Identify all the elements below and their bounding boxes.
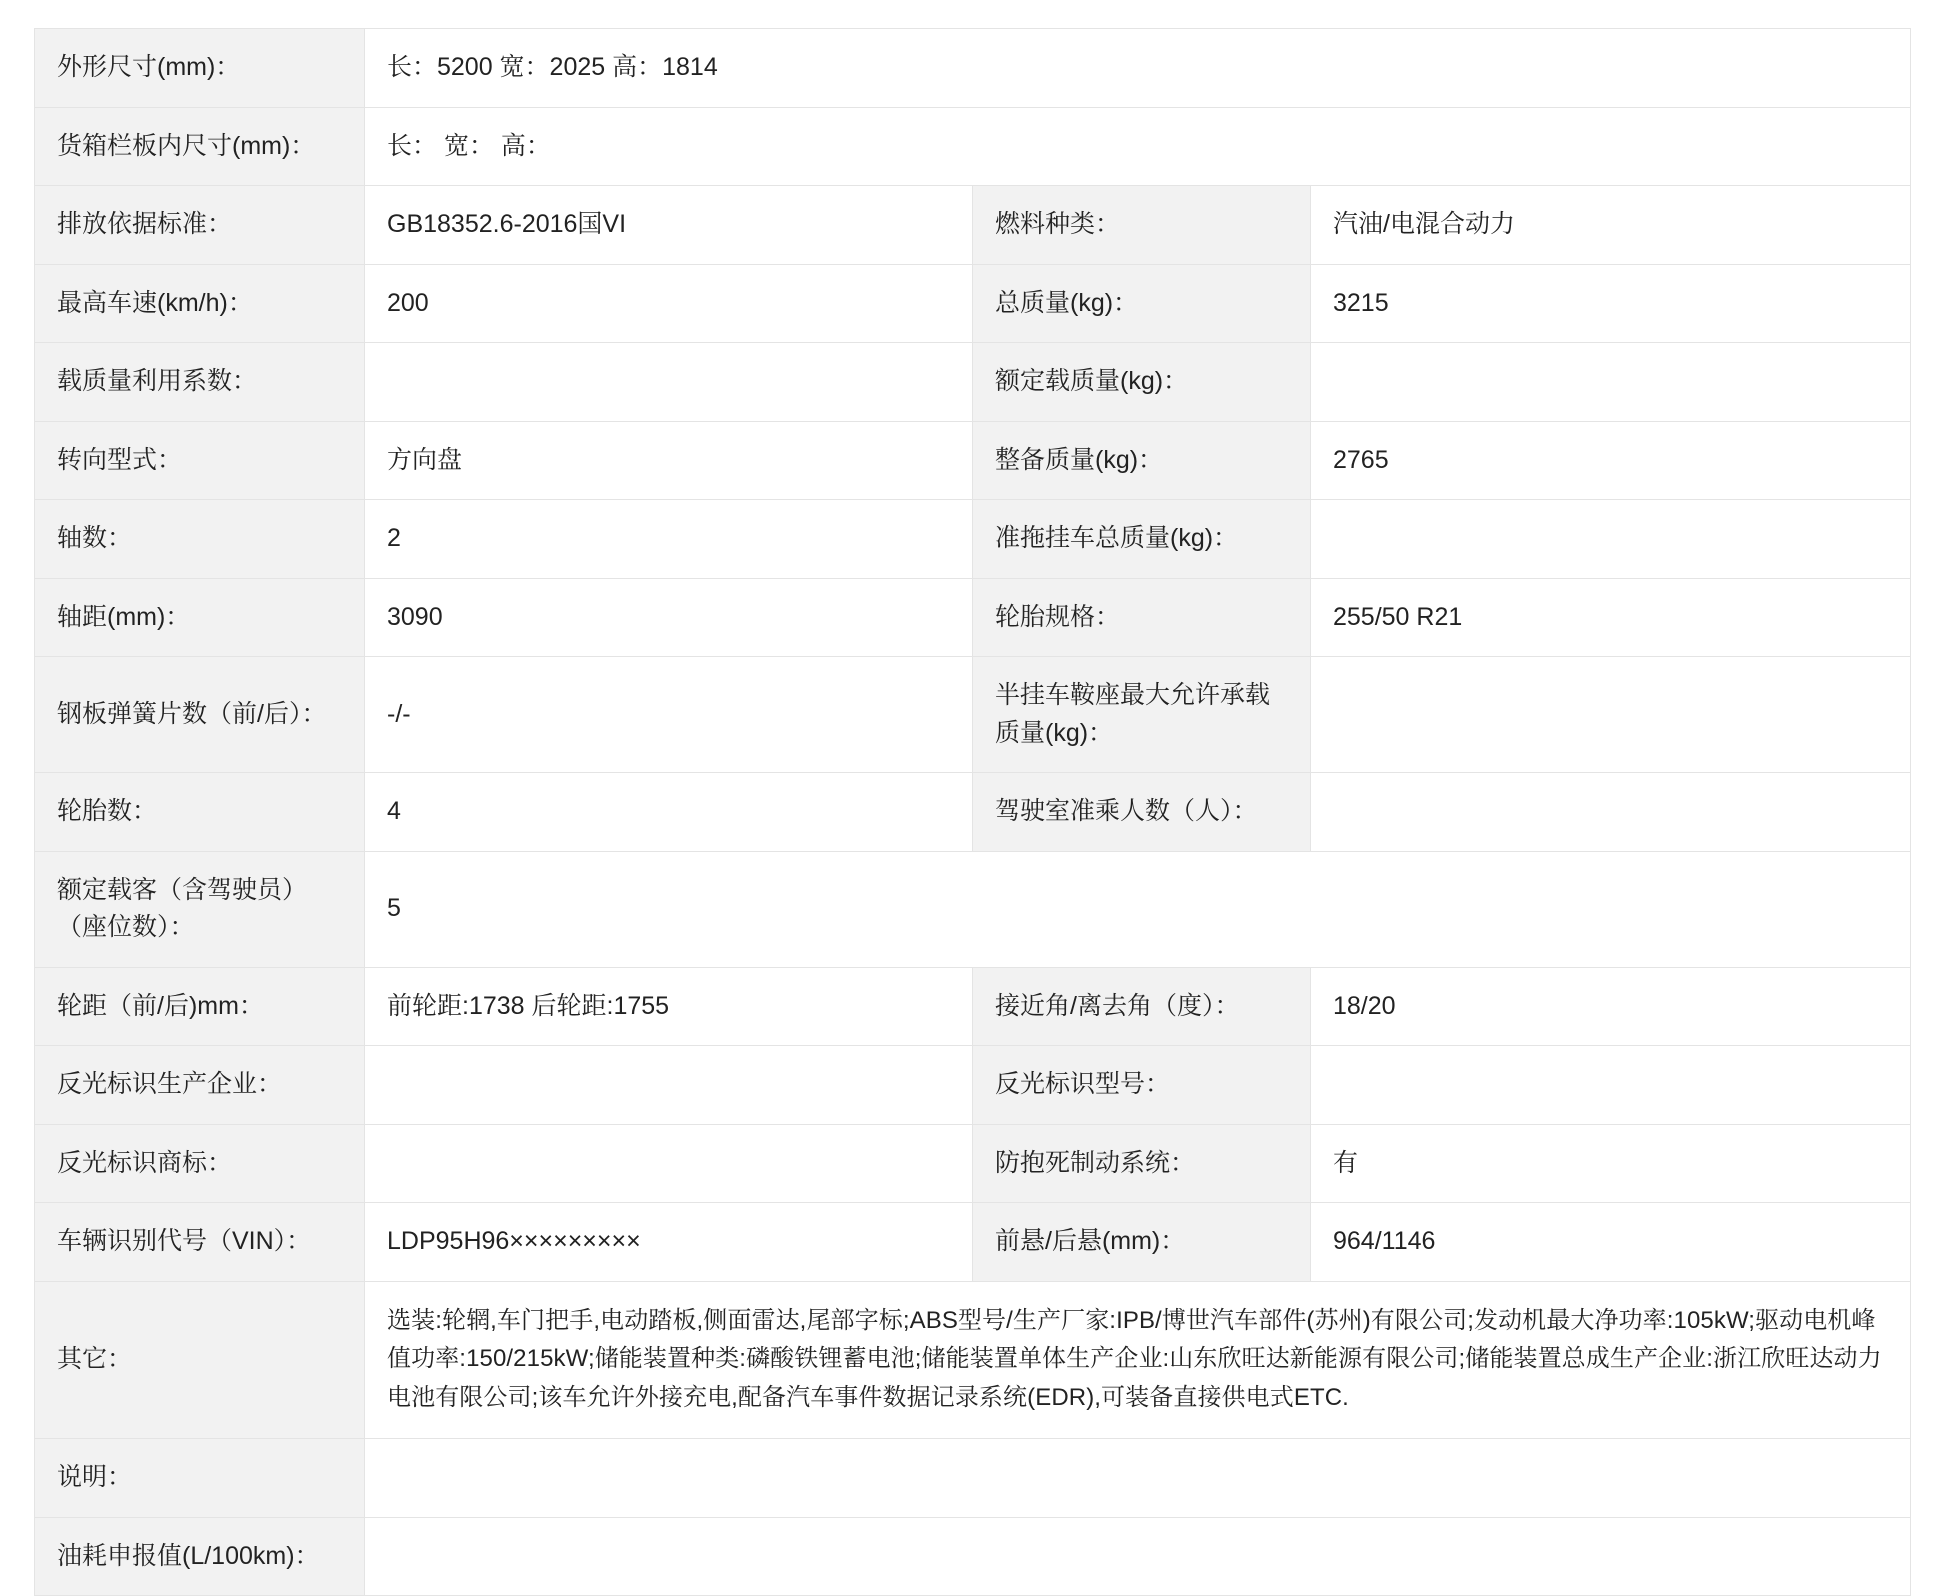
row-value-left: 方向盘 bbox=[365, 421, 973, 500]
row-value-left: LDP95H96××××××××× bbox=[365, 1203, 973, 1282]
table-row bbox=[35, 264, 1911, 343]
row-label-right: 总质量(kg)： bbox=[973, 264, 1311, 343]
table-row-other bbox=[35, 1281, 1911, 1439]
row-label: 货箱栏板内尺寸(mm)： bbox=[35, 107, 365, 186]
row-label-left: 反光标识商标： bbox=[35, 1124, 365, 1203]
row-label: 油耗申报值(L/100km)： bbox=[35, 1517, 365, 1596]
row-value-right bbox=[1311, 343, 1911, 422]
row-label-right: 驾驶室准乘人数（人）： bbox=[973, 773, 1311, 852]
row-value bbox=[365, 1439, 1911, 1518]
row-label: 额定载客（含驾驶员）（座位数）： bbox=[35, 851, 365, 967]
row-label-right: 反光标识型号： bbox=[973, 1046, 1311, 1125]
row-value-left bbox=[365, 1124, 973, 1203]
row-value-right bbox=[1311, 1046, 1911, 1125]
table-row bbox=[35, 1124, 1911, 1203]
row-value-left: GB18352.6-2016国VI bbox=[365, 186, 973, 265]
row-label-left: 排放依据标准： bbox=[35, 186, 365, 265]
row-value-right: 汽油/电混合动力 bbox=[1311, 186, 1911, 265]
row-value-left: 200 bbox=[365, 264, 973, 343]
row-value-left: 3090 bbox=[365, 578, 973, 657]
row-label-left: 轮胎数： bbox=[35, 773, 365, 852]
row-value-right: 964/1146 bbox=[1311, 1203, 1911, 1282]
row-value: 长：5200 宽：2025 高：1814 bbox=[365, 29, 1911, 108]
row-value-right: 255/50 R21 bbox=[1311, 578, 1911, 657]
row-label-right: 燃料种类： bbox=[973, 186, 1311, 265]
row-label-left: 最高车速(km/h)： bbox=[35, 264, 365, 343]
row-value-left: 4 bbox=[365, 773, 973, 852]
row-value-left: 2 bbox=[365, 500, 973, 579]
row-value-right bbox=[1311, 773, 1911, 852]
table-row bbox=[35, 657, 1911, 773]
row-label-right: 轮胎规格： bbox=[973, 578, 1311, 657]
row-label-left: 车辆识别代号（VIN）： bbox=[35, 1203, 365, 1282]
row-value-right: 3215 bbox=[1311, 264, 1911, 343]
table-row bbox=[35, 186, 1911, 265]
spec-table-body bbox=[35, 29, 1911, 1596]
table-row bbox=[35, 500, 1911, 579]
table-row bbox=[35, 29, 1911, 108]
table-row bbox=[35, 1439, 1911, 1518]
table-row bbox=[35, 343, 1911, 422]
row-label-right: 准拖挂车总质量(kg)： bbox=[973, 500, 1311, 579]
row-value: 长： 宽： 高： bbox=[365, 107, 1911, 186]
row-value-other: 选装:轮辋,车门把手,电动踏板,侧面雷达,尾部字标;ABS型号/生产厂家:IPB/博世汽车部件(苏州)有限公司;发动机最大净功率:105kW;驱动电机峰值功率:150/215kW;储能装置种类:磷酸铁锂蓄电池;储能装置单体生产企业:山东欣旺达新能源有限公司;储能装置总成生产企业:浙江欣旺达动力电池有限公司;该车允许外接充电,配备汽车事件数据记录系统(EDR),可装备直接供电式ETC. bbox=[365, 1281, 1911, 1439]
row-label-left: 反光标识生产企业： bbox=[35, 1046, 365, 1125]
table-row bbox=[35, 1517, 1911, 1596]
table-row bbox=[35, 107, 1911, 186]
row-value-right bbox=[1311, 500, 1911, 579]
row-label-left: 轴数： bbox=[35, 500, 365, 579]
row-label: 外形尺寸(mm)： bbox=[35, 29, 365, 108]
table-row bbox=[35, 578, 1911, 657]
row-value-left bbox=[365, 1046, 973, 1125]
row-label-right: 前悬/后悬(mm)： bbox=[973, 1203, 1311, 1282]
row-label-left: 轴距(mm)： bbox=[35, 578, 365, 657]
row-label-left: 载质量利用系数： bbox=[35, 343, 365, 422]
row-label-right: 整备质量(kg)： bbox=[973, 421, 1311, 500]
row-label-left: 钢板弹簧片数（前/后）： bbox=[35, 657, 365, 773]
row-value-right: 有 bbox=[1311, 1124, 1911, 1203]
row-label-right: 半挂车鞍座最大允许承载质量(kg)： bbox=[973, 657, 1311, 773]
row-value-left: -/- bbox=[365, 657, 973, 773]
row-value-left: 前轮距:1738 后轮距:1755 bbox=[365, 967, 973, 1046]
row-label-left: 转向型式： bbox=[35, 421, 365, 500]
row-label-right: 额定载质量(kg)： bbox=[973, 343, 1311, 422]
row-label-right: 防抱死制动系统： bbox=[973, 1124, 1311, 1203]
row-label: 其它： bbox=[35, 1281, 365, 1439]
table-row bbox=[35, 1203, 1911, 1282]
table-row bbox=[35, 421, 1911, 500]
row-value-right: 18/20 bbox=[1311, 967, 1911, 1046]
table-row bbox=[35, 967, 1911, 1046]
row-value-left bbox=[365, 343, 973, 422]
table-row bbox=[35, 1046, 1911, 1125]
row-value-right: 2765 bbox=[1311, 421, 1911, 500]
table-row bbox=[35, 773, 1911, 852]
row-label-right: 接近角/离去角（度）： bbox=[973, 967, 1311, 1046]
row-value bbox=[365, 1517, 1911, 1596]
row-value-right bbox=[1311, 657, 1911, 773]
row-label-left: 轮距（前/后)mm： bbox=[35, 967, 365, 1046]
table-row bbox=[35, 851, 1911, 967]
vehicle-spec-table bbox=[34, 28, 1911, 1596]
row-value: 5 bbox=[365, 851, 1911, 967]
row-label: 说明： bbox=[35, 1439, 365, 1518]
